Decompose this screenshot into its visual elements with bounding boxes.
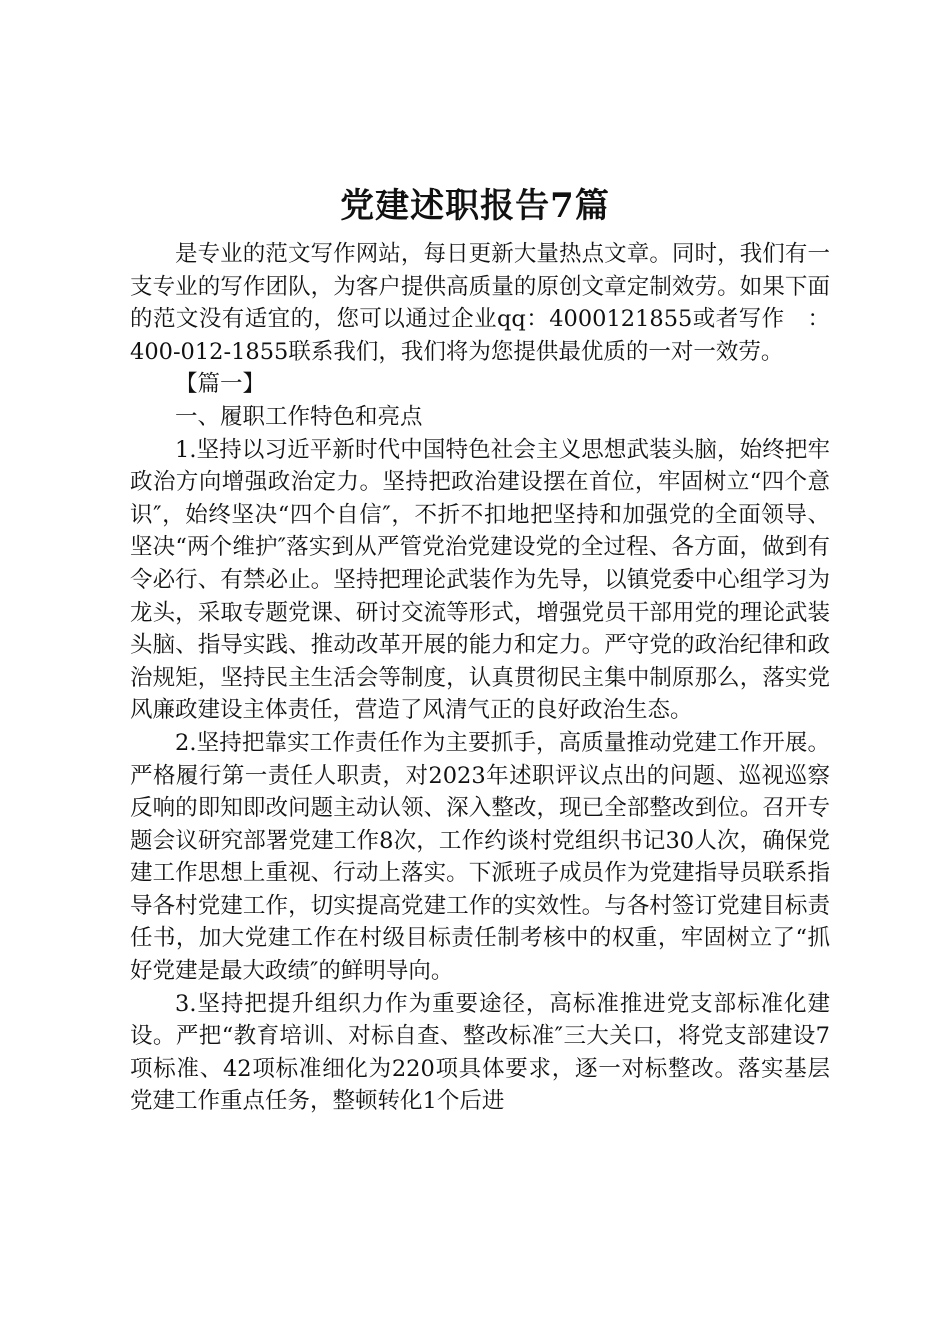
body-paragraph: 3.坚持把提升组织力作为重要途径，高标准推进党支部标准化建设。严把“教育培训、对标自查、整改标准″三大关口，将党支部建设7项标准、42项标准细化为220项具体要求，逐一对标整改。落实基层党建工作重点任务，整顿转化1个后进 [130, 990, 830, 1115]
body-paragraph: 1.坚持以习近平新时代中国特色社会主义思想武装头脑，始终把牢政治方向增强政治定力。坚持把政治建设摆在首位，牢固树立“四个意识″，始终坚决“四个自信″，不折不扣地把坚持和加强党的全面领导、坚决“两个维护″落实到从严管党治党建设党的全过程、各方面，做到有令必行、有禁必止。坚持把理论武装作为先导，以镇党委中心组学习为龙头，采取专题党课、研讨交流等形式，增强党员干部用党的理论武装头脑、指导实践、推动改革开展的能力和定力。严守党的政治纪律和政治规矩，坚持民主生活会等制度，认真贯彻民主集中制原那么，落实党风廉政建设主体责任，营造了风清气正的良好政治生态。 [130, 436, 830, 724]
section-heading: 一、履职工作特色和亮点 [175, 403, 423, 430]
section-label: 【篇一】 [175, 371, 266, 398]
document-title: 党建述职报告7篇 [340, 186, 610, 226]
body-paragraph: 2.坚持把靠实工作责任作为主要抓手，高质量推动党建工作开展。严格履行第一责任人职责，对2023年述职评议点出的问题、巡视巡察反响的即知即改问题主动认领、深入整改，现已全部整改到位。召开专题会议研究部署党建工作8次，工作约谈村党组织书记30人次，确保党建工作思想上重视、行动上落实。下派班子成员作为党建指导员联系指导各村党建工作，切实提高党建工作的实效性。与各村签订党建目标责任书，加大党建工作在村级目标责任制考核中的权重，牢固树立了“抓好党建是最大政绩″的鲜明导向。 [130, 729, 830, 985]
intro-paragraph: 是专业的范文写作网站，每日更新大量热点文章。同时，我们有一支专业的写作团队，为客户提供高质量的原创文章定制效劳。如果下面的范文没有适宜的，您可以通过企业qq：4000121855或者写作 ：400-012-1855联系我们，我们将为您提供最优质的一对一效劳。 [130, 241, 830, 365]
document-body [130, 238, 830, 1118]
